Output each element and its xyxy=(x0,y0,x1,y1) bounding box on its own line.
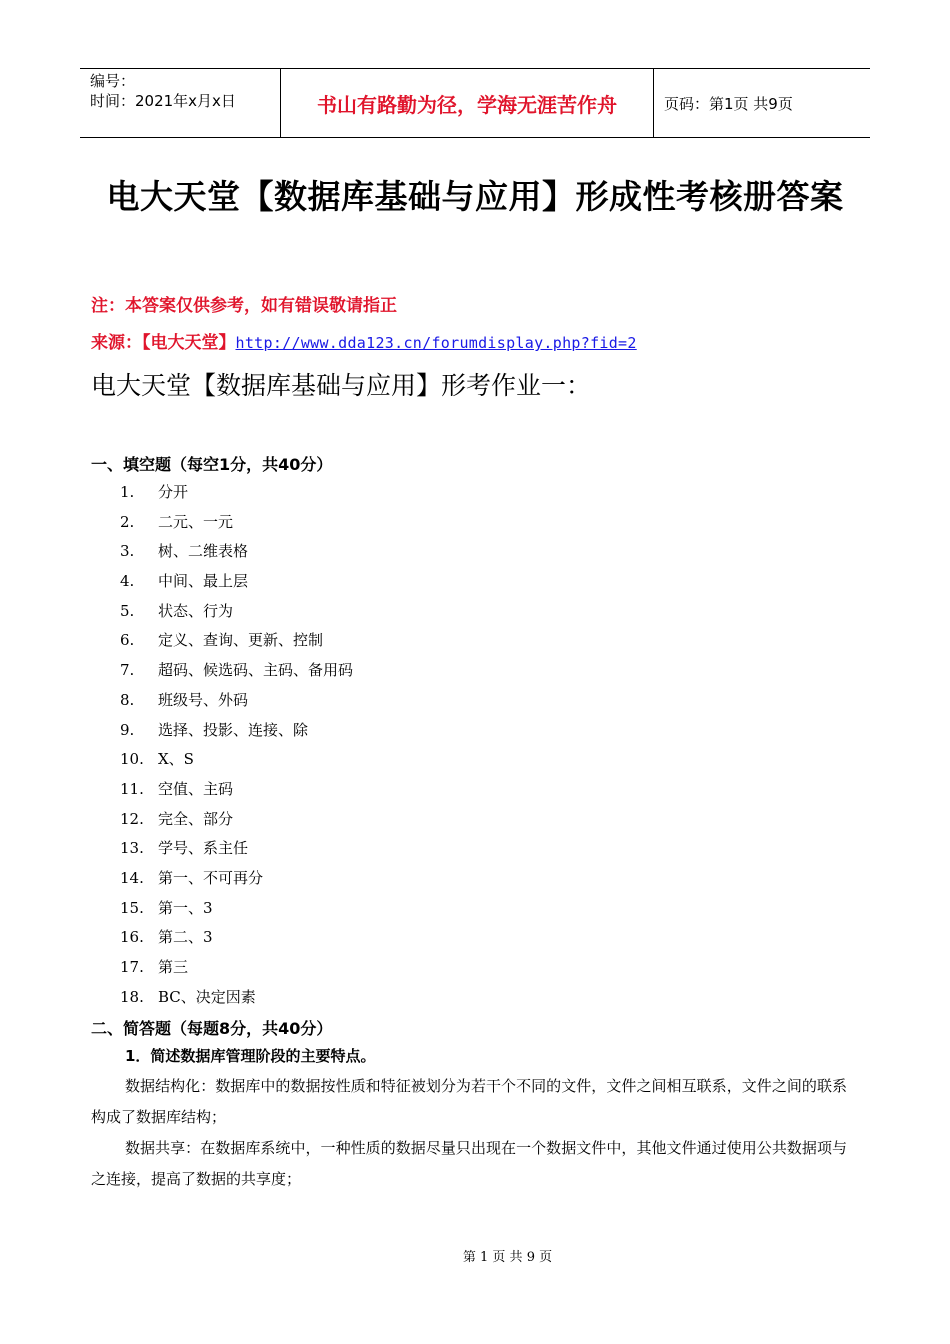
section1-heading: 一、填空题（每空1分，共40分） xyxy=(91,455,333,474)
list-item xyxy=(120,537,353,567)
list-item xyxy=(120,716,353,746)
item-number: 4. xyxy=(120,572,135,591)
item-text: 定义、查询、更新、控制 xyxy=(158,631,324,650)
item-text: X、S xyxy=(158,750,194,769)
list-item xyxy=(120,567,353,597)
source-link[interactable]: http://www.dda123.cn/forumdisplay.php?fid=2 xyxy=(235,334,637,352)
list-item xyxy=(120,894,353,924)
header-page-info: 页码：第1页 共9页 xyxy=(664,94,793,113)
source-label: 来源：【电大天堂】 xyxy=(91,333,236,353)
list-item xyxy=(120,686,353,716)
source-line xyxy=(91,328,637,353)
page-footer: 第 1 页 共 9 页 xyxy=(462,1250,553,1265)
item-text: 空值、主码 xyxy=(158,779,234,798)
item-number: 10. xyxy=(120,750,144,769)
answer-paragraph: 数据结构化：数据库中的数据按性质和特征被划分为若干个不同的文件，文件之间相互联系，文件之间的联系构成了数据库结构； xyxy=(91,1077,847,1126)
assignment-title: 电大天堂【数据库基础与应用】形考作业一： xyxy=(91,371,592,400)
item-number: 16. xyxy=(120,928,144,947)
item-text: 选择、投影、连接、除 xyxy=(158,720,309,739)
item-text: 超码、候选码、主码、备用码 xyxy=(158,661,354,680)
list-item xyxy=(120,745,353,775)
item-text: BC、决定因素 xyxy=(158,987,256,1006)
document-title: 电大天堂【数据库基础与应用】形成性考核册答案 xyxy=(106,177,844,216)
item-text: 学号、系主任 xyxy=(158,839,249,858)
item-text: 树、二维表格 xyxy=(158,542,249,561)
item-number: 9. xyxy=(120,720,135,739)
list-item xyxy=(120,834,353,864)
item-number: 1. xyxy=(120,483,135,501)
item-number: 11. xyxy=(120,779,144,798)
section2-heading: 二、简答题（每题8分，共40分） xyxy=(91,1019,333,1038)
number-label: 编号： xyxy=(90,72,136,90)
item-number: 13. xyxy=(120,839,144,858)
list-item xyxy=(120,805,353,835)
list-item xyxy=(120,983,353,1013)
item-number: 15. xyxy=(120,898,144,917)
item-text: 第一、3 xyxy=(158,898,213,917)
item-number: 2. xyxy=(120,512,135,531)
item-text: 第一、不可再分 xyxy=(158,868,264,887)
item-number: 3. xyxy=(120,542,135,561)
item-number: 8. xyxy=(120,690,135,709)
list-item xyxy=(120,923,353,953)
item-text: 第三 xyxy=(158,958,189,976)
item-text: 中间、最上层 xyxy=(158,572,249,591)
disclaimer-note: 注：本答案仅供参考，如有错误敬请指正 xyxy=(91,296,397,316)
list-item xyxy=(120,597,353,627)
list-item xyxy=(120,626,353,656)
answer-list xyxy=(120,478,353,1012)
list-item xyxy=(120,864,353,894)
item-number: 5. xyxy=(120,601,135,620)
item-text: 二元、一元 xyxy=(158,512,234,531)
item-number: 14. xyxy=(120,868,144,887)
header-motto: 书山有路勤为径，学海无涯苦作舟 xyxy=(281,69,654,137)
list-item xyxy=(120,656,353,686)
list-item xyxy=(120,953,353,983)
item-number: 7. xyxy=(120,661,135,680)
item-text: 第二、3 xyxy=(158,928,213,947)
question-title: 1．简述数据库管理阶段的主要特点。 xyxy=(125,1047,376,1065)
list-item xyxy=(120,775,353,805)
page-header xyxy=(80,68,870,138)
item-text: 状态、行为 xyxy=(158,601,234,620)
item-text: 完全、部分 xyxy=(158,809,234,828)
item-text: 分开 xyxy=(158,483,189,501)
item-number: 17. xyxy=(120,958,144,976)
item-text: 班级号、外码 xyxy=(158,690,249,709)
item-number: 18. xyxy=(120,987,144,1006)
list-item xyxy=(120,508,353,538)
list-item xyxy=(120,478,353,508)
time-label: 时间：2021年x月x日 xyxy=(90,92,236,110)
item-number: 6. xyxy=(120,631,135,650)
header-meta xyxy=(80,69,281,137)
answer-paragraph: 数据共享：在数据库系统中，一种性质的数据尽量只出现在一个数据文件中，其他文件通过使用公共数据项与之连接，提高了数据的共享度； xyxy=(91,1139,847,1188)
item-number: 12. xyxy=(120,809,144,828)
